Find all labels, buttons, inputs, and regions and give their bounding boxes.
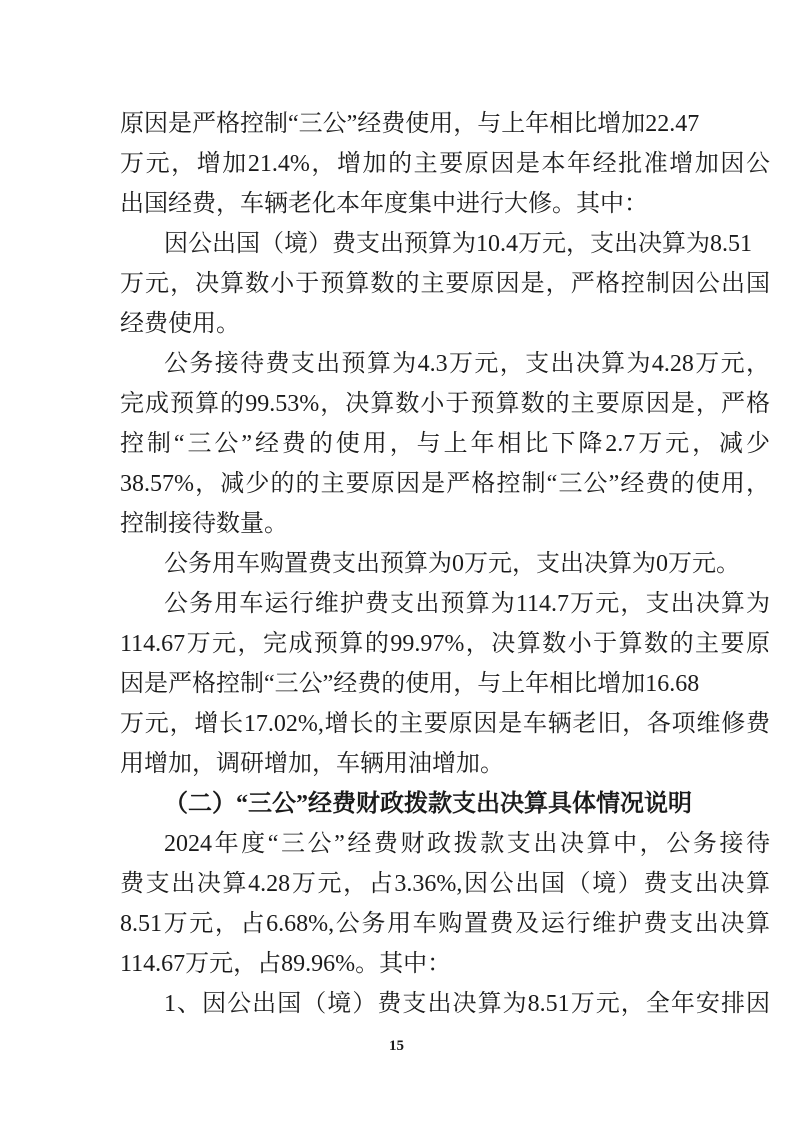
text-line: 万元，增加21.4%，增加的主要原因是本年经批准增加因公 — [120, 151, 770, 177]
text-line: 出国经费，车辆老化本年度集中进行大修。其中： — [120, 191, 648, 217]
text-line: 38.57%，减少的的主要原因是严格控制“三公”经费的使用， — [120, 471, 770, 497]
text-line: 因公出国（境）费支出预算为10.4万元，支出决算为8.51 — [164, 231, 752, 257]
text-line: 114.67万元，完成预算的99.97%，决算数小于算数的主要原 — [120, 631, 770, 657]
text-line: 8.51万元，占6.68%,公务用车购置费及运行维护费支出决算 — [120, 911, 770, 937]
text-line: 公务用车购置费支出预算为0万元，支出决算为0万元。 — [164, 551, 740, 577]
text-line: 控制“三公”经费的使用，与上年相比下降2.7万元，减少 — [120, 431, 770, 457]
text-line: 完成预算的99.53%，决算数小于预算数的主要原因是，严格 — [120, 391, 770, 417]
text-line: 公务用车运行维护费支出预算为114.7万元，支出决算为 — [164, 591, 770, 617]
document-text — [120, 104, 770, 1024]
text-line: 因是严格控制“三公”经费的使用，与上年相比增加16.68 — [120, 671, 700, 697]
text-line: 1、因公出国（境）费支出决算为8.51万元，全年安排因 — [164, 991, 770, 1017]
page-number: 15 — [389, 1038, 404, 1054]
text-line: 控制接待数量。 — [120, 511, 288, 537]
text-line: 万元，增长17.02%,增长的主要原因是车辆老旧，各项维修费 — [120, 711, 770, 737]
text-line: 万元，决算数小于预算数的主要原因是，严格控制因公出国 — [120, 271, 770, 297]
section-heading: （二）“三公”经费财政拨款支出决算具体情况说明 — [164, 791, 692, 817]
text-line: 费支出决算4.28万元，占3.36%,因公出国（境）费支出决算 — [120, 871, 770, 897]
text-line: 114.67万元，占89.96%。其中： — [120, 951, 452, 977]
text-line: 公务接待费支出预算为4.3万元，支出决算为4.28万元， — [164, 351, 770, 377]
text-line: 原因是严格控制“三公”经费使用，与上年相比增加22.47 — [120, 111, 700, 137]
text-line: 用增加，调研增加，车辆用油增加。 — [120, 751, 504, 777]
text-line: 经费使用。 — [120, 311, 240, 337]
text-line: 2024年度“三公”经费财政拨款支出决算中，公务接待 — [164, 831, 770, 857]
